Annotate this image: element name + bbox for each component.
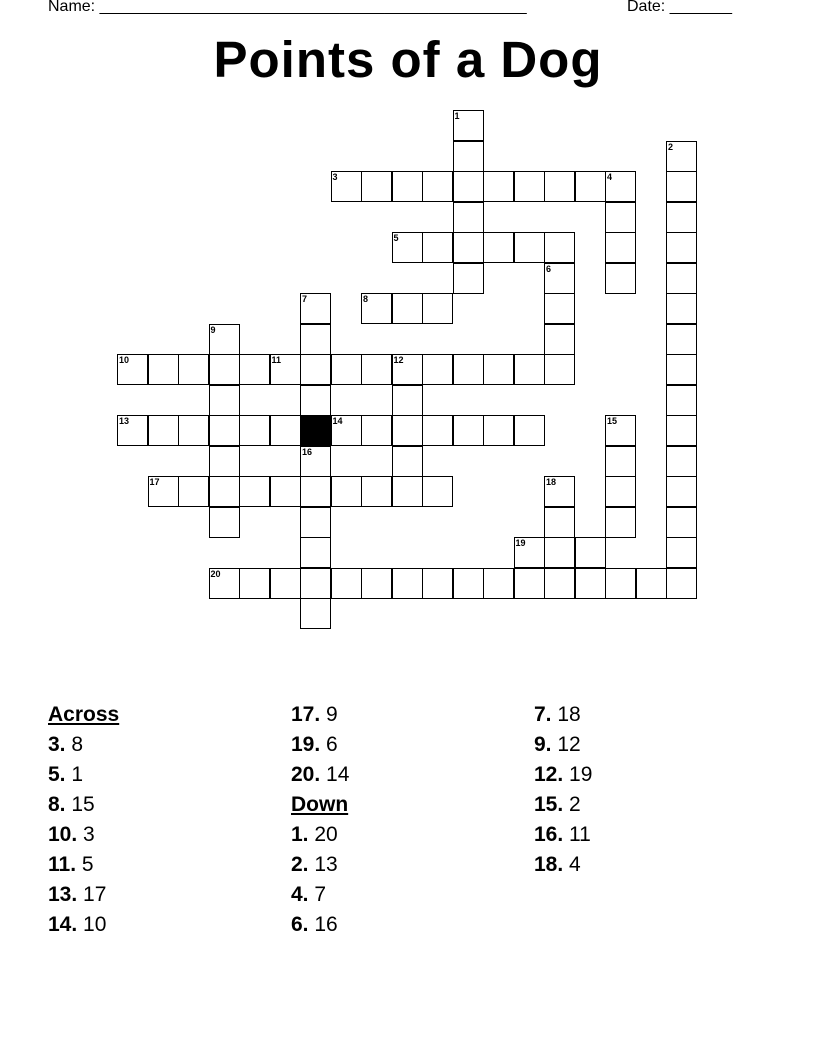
grid-cell[interactable] <box>148 354 179 385</box>
grid-cell[interactable] <box>666 568 697 599</box>
clue-number: 10 <box>119 355 130 365</box>
clue-item <box>534 790 764 820</box>
clue-item <box>291 730 521 760</box>
grid-cell[interactable] <box>361 415 392 446</box>
clue-item-text: 8 <box>65 733 84 756</box>
grid-cell[interactable] <box>422 232 453 263</box>
grid-cell[interactable] <box>666 202 697 233</box>
grid-cell[interactable] <box>209 415 240 446</box>
grid-cell[interactable] <box>300 598 331 629</box>
clue-number: 11 <box>271 355 282 365</box>
grid-cell[interactable] <box>605 232 636 263</box>
clue-item-number: 5. <box>48 763 66 786</box>
clue-number: 7 <box>302 294 308 304</box>
grid-cell[interactable] <box>453 568 484 599</box>
grid-cell[interactable] <box>270 476 301 507</box>
clue-item-number: 9. <box>534 733 552 756</box>
grid-cell[interactable] <box>361 293 392 324</box>
grid-cell[interactable] <box>666 354 697 385</box>
grid-cell[interactable] <box>392 415 423 446</box>
clue-column-2 <box>291 700 521 940</box>
date-field-label: Date: _______ <box>627 0 732 15</box>
grid-cell[interactable] <box>178 415 209 446</box>
clue-item-number: 7. <box>534 703 552 726</box>
clue-item-number: 19. <box>291 733 321 756</box>
grid-cell[interactable] <box>300 476 331 507</box>
clue-item-number: 10. <box>48 823 78 846</box>
clue-item-text: 7 <box>308 883 327 906</box>
clue-item-number: 14. <box>48 913 78 936</box>
grid-cell[interactable] <box>575 568 606 599</box>
clue-number: 13 <box>119 416 130 426</box>
grid-cell[interactable] <box>209 354 240 385</box>
clue-item-text: 13 <box>308 853 338 876</box>
clue-number: 12 <box>393 355 404 365</box>
grid-cell[interactable] <box>666 141 697 172</box>
clue-item <box>534 850 764 880</box>
grid-cell[interactable] <box>331 171 362 202</box>
grid-cell[interactable] <box>453 415 484 446</box>
clue-number: 9 <box>210 324 216 335</box>
clue-item-text: 4 <box>563 853 581 876</box>
grid-cell[interactable] <box>178 354 209 385</box>
grid-cell[interactable] <box>361 476 392 507</box>
grid-cell[interactable] <box>270 354 301 385</box>
grid-cell[interactable] <box>605 568 636 599</box>
clue-item-text: 19 <box>563 763 593 786</box>
clue-number: 19 <box>515 538 526 548</box>
clue-column-3 <box>534 700 764 880</box>
clue-item-number: 2. <box>291 853 309 876</box>
clue-item-number: 12. <box>534 763 564 786</box>
grid-cell[interactable] <box>361 568 392 599</box>
grid-cell[interactable] <box>422 415 453 446</box>
grid-cell[interactable] <box>453 110 484 141</box>
grid-cell[interactable] <box>361 171 392 202</box>
grid-cell[interactable] <box>483 415 514 446</box>
grid-cell[interactable] <box>392 293 423 324</box>
grid-cell[interactable] <box>605 171 636 202</box>
grid-cell[interactable] <box>300 507 331 538</box>
grid-cell[interactable] <box>392 232 423 263</box>
grid-cell[interactable] <box>270 568 301 599</box>
clue-number: 3 <box>332 172 338 182</box>
grid-cell[interactable] <box>392 568 423 599</box>
grid-cell[interactable] <box>514 232 545 263</box>
clue-number: 17 <box>149 477 160 487</box>
grid-cell[interactable] <box>605 507 636 538</box>
clue-item-text: 10 <box>77 913 107 936</box>
grid-cell[interactable] <box>605 202 636 233</box>
clue-item <box>291 880 521 910</box>
grid-cell[interactable] <box>483 171 514 202</box>
grid-cell[interactable] <box>514 354 545 385</box>
grid-cell[interactable] <box>300 354 331 385</box>
clue-number: 15 <box>607 416 618 426</box>
grid-cell[interactable] <box>544 507 575 538</box>
clue-number: 18 <box>546 477 557 487</box>
grid-cell[interactable] <box>605 446 636 477</box>
grid-cell[interactable] <box>209 324 240 355</box>
grid-cell[interactable] <box>666 293 697 324</box>
clue-heading: Across <box>48 703 120 726</box>
clue-item <box>48 790 278 820</box>
grid-cell[interactable] <box>666 476 697 507</box>
grid-cell[interactable] <box>483 568 514 599</box>
grid-cell[interactable] <box>666 385 697 416</box>
grid-cell[interactable] <box>544 354 575 385</box>
page-title: Points of a Dog <box>213 31 603 88</box>
grid-cell[interactable] <box>300 324 331 355</box>
grid-cell[interactable] <box>514 415 545 446</box>
clue-item <box>291 910 521 940</box>
grid-cell[interactable] <box>148 415 179 446</box>
grid-cell[interactable] <box>331 476 362 507</box>
grid-cell[interactable] <box>453 354 484 385</box>
clue-number: 14 <box>332 416 343 426</box>
grid-cell[interactable] <box>209 385 240 416</box>
clue-item-number: 13. <box>48 883 78 906</box>
clue-number: 16 <box>302 446 313 457</box>
name-field-label: Name: ________________________________________________ <box>48 0 527 15</box>
grid-cell[interactable] <box>239 354 270 385</box>
clue-item <box>534 700 764 730</box>
grid-cell[interactable] <box>544 171 575 202</box>
grid-cell[interactable] <box>209 568 240 599</box>
grid-cell[interactable] <box>544 232 575 263</box>
grid-cell[interactable] <box>514 568 545 599</box>
grid-cell[interactable] <box>483 232 514 263</box>
grid-cell[interactable] <box>300 537 331 568</box>
grid-cell[interactable] <box>422 476 453 507</box>
clue-item-text: 18 <box>551 703 581 726</box>
clue-item <box>48 730 278 760</box>
clue-item-text: 11 <box>563 823 591 846</box>
clue-number: 2 <box>668 141 674 152</box>
clue-item-text: 14 <box>320 763 350 786</box>
grid-cell[interactable] <box>544 537 575 568</box>
clue-item-text: 12 <box>551 733 581 756</box>
clue-item-text: 1 <box>65 763 84 786</box>
clue-item-number: 3. <box>48 733 66 756</box>
clue-item <box>48 910 278 940</box>
grid-cell[interactable] <box>544 568 575 599</box>
clue-column-1 <box>48 700 278 940</box>
clue-item <box>534 730 764 760</box>
clue-item-text: 16 <box>308 913 338 936</box>
grid-cell[interactable] <box>544 263 575 294</box>
clue-item-text: 3 <box>77 823 95 846</box>
grid-cell[interactable] <box>239 415 270 446</box>
clue-item-text: 15 <box>65 793 95 816</box>
grid-cell[interactable] <box>605 476 636 507</box>
clue-item-text: 2 <box>563 793 581 816</box>
grid-cell[interactable] <box>209 476 240 507</box>
grid-cell[interactable] <box>605 415 636 446</box>
clue-item <box>291 820 521 850</box>
grid-cell[interactable] <box>605 263 636 294</box>
grid-cell[interactable] <box>422 568 453 599</box>
grid-cell[interactable] <box>178 476 209 507</box>
grid-cell[interactable] <box>392 354 423 385</box>
clue-item <box>48 820 278 850</box>
clue-item-text: 20 <box>308 823 338 846</box>
grid-cell[interactable] <box>483 354 514 385</box>
grid-cell[interactable] <box>666 232 697 263</box>
grid-cell[interactable] <box>514 171 545 202</box>
clue-item-text: 9 <box>320 703 338 726</box>
clue-item <box>48 760 278 790</box>
grid-cell[interactable] <box>544 324 575 355</box>
clue-item-number: 1. <box>291 823 309 846</box>
grid-cell[interactable] <box>666 263 697 294</box>
clue-item-number: 4. <box>291 883 309 906</box>
grid-cell[interactable] <box>239 568 270 599</box>
grid-cell[interactable] <box>514 537 545 568</box>
clue-item <box>48 880 278 910</box>
grid-cell[interactable] <box>666 324 697 355</box>
grid-cell[interactable] <box>300 293 331 324</box>
grid-cell[interactable] <box>148 476 179 507</box>
grid-cell[interactable] <box>300 446 331 477</box>
clue-item <box>534 820 764 850</box>
clue-number: 5 <box>393 233 399 243</box>
clue-item-number: 17. <box>291 703 321 726</box>
grid-cell[interactable] <box>666 446 697 477</box>
grid-cell[interactable] <box>544 476 575 507</box>
grid-cell[interactable] <box>453 202 484 233</box>
grid-cell[interactable] <box>331 568 362 599</box>
grid-cell[interactable] <box>575 537 606 568</box>
clue-item-text: 17 <box>77 883 107 906</box>
grid-cell[interactable] <box>392 385 423 416</box>
grid-cell[interactable] <box>361 354 392 385</box>
clue-number: 8 <box>363 294 369 304</box>
grid-cell[interactable] <box>300 385 331 416</box>
grid-cell[interactable] <box>422 293 453 324</box>
clue-item-number: 20. <box>291 763 321 786</box>
grid-cell[interactable] <box>392 446 423 477</box>
grid-cell[interactable] <box>453 141 484 172</box>
grid-cell[interactable] <box>666 171 697 202</box>
grid-cell[interactable] <box>666 415 697 446</box>
clue-number: 1 <box>454 111 460 121</box>
grid-cell[interactable] <box>392 171 423 202</box>
grid-cell[interactable] <box>239 476 270 507</box>
clue-item <box>48 850 278 880</box>
grid-cell[interactable] <box>544 293 575 324</box>
clue-number: 20 <box>210 568 221 579</box>
clue-item <box>291 700 521 730</box>
grid-cell[interactable] <box>392 476 423 507</box>
grid-cell[interactable] <box>453 263 484 294</box>
clue-item <box>534 760 764 790</box>
clue-heading: Down <box>291 793 349 816</box>
grid-cell[interactable] <box>117 415 148 446</box>
grid-cell[interactable] <box>636 568 667 599</box>
clue-number: 6 <box>546 263 552 274</box>
clue-number: 4 <box>607 172 613 182</box>
clue-item-number: 11. <box>48 853 77 876</box>
clue-item-number: 15. <box>534 793 564 816</box>
grid-cell[interactable] <box>117 354 148 385</box>
grid-cell[interactable] <box>422 171 453 202</box>
grid-cell[interactable] <box>666 507 697 538</box>
grid-cell[interactable] <box>209 507 240 538</box>
clue-item-number: 16. <box>534 823 564 846</box>
grid-cell[interactable] <box>666 537 697 568</box>
grid-cell[interactable] <box>331 415 362 446</box>
grid-cell[interactable] <box>300 568 331 599</box>
clue-item-text: 6 <box>320 733 338 756</box>
grid-cell[interactable] <box>209 446 240 477</box>
clue-item-number: 8. <box>48 793 66 816</box>
clue-item-text: 5 <box>76 853 94 876</box>
black-square <box>300 415 331 446</box>
clue-item-number: 6. <box>291 913 309 936</box>
grid-cell[interactable] <box>270 415 301 446</box>
grid-cell[interactable] <box>453 232 484 263</box>
grid-cell[interactable] <box>575 171 606 202</box>
grid-cell[interactable] <box>331 354 362 385</box>
clue-item-number: 18. <box>534 853 564 876</box>
grid-cell[interactable] <box>453 171 484 202</box>
grid-cell[interactable] <box>422 354 453 385</box>
clue-item <box>291 850 521 880</box>
clue-item <box>291 760 521 790</box>
